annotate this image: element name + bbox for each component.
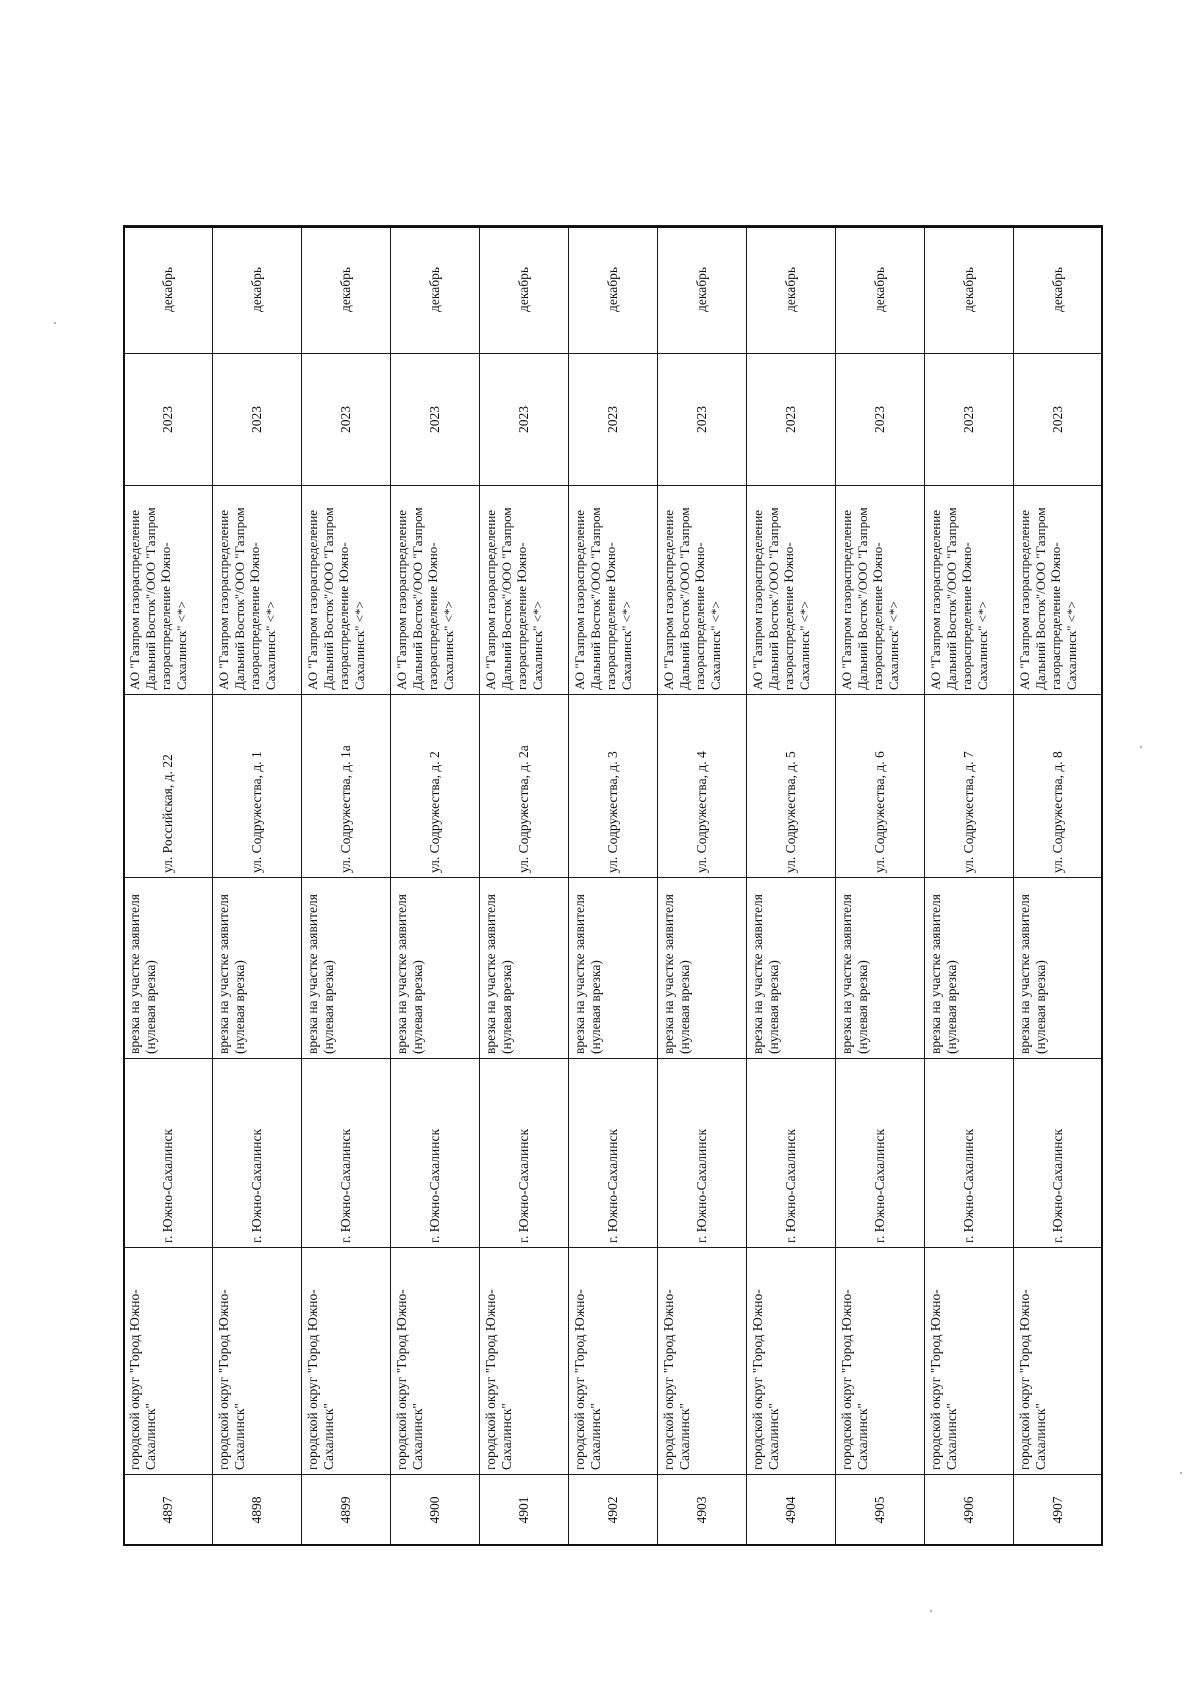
address-cell: ул. Содружества, д. 8: [1014, 695, 1103, 878]
owner-organization-cell: АО "Газпром газораспределение Дальний Восток"/ООО "Газпром газораспределение Южно-Сахалинск" <*>: [302, 486, 391, 695]
month-cell: декабрь: [658, 226, 747, 354]
connection-type-cell: врезка на участке заявителя (нулевая врезка): [124, 878, 213, 1059]
address-cell: ул. Содружества, д. 3: [569, 695, 658, 878]
year-cell: 2023: [1014, 354, 1103, 486]
city-cell: г. Южно-Сахалинск: [302, 1059, 391, 1248]
month-cell: декабрь: [836, 226, 925, 354]
table-row: [302, 226, 391, 1546]
scan-speck: [54, 322, 56, 324]
city-cell: г. Южно-Сахалинск: [391, 1059, 480, 1248]
address-cell: ул. Российская, д. 22: [124, 695, 213, 878]
row-number: 4905: [836, 1475, 925, 1546]
city-cell: г. Южно-Сахалинск: [658, 1059, 747, 1248]
district-cell: городской округ "Город Южно-Сахалинск": [213, 1248, 302, 1475]
owner-organization-cell: АО "Газпром газораспределение Дальний Восток"/ООО "Газпром газораспределение Южно-Сахалинск" <*>: [836, 486, 925, 695]
table-row: [836, 226, 925, 1546]
table-row: [747, 226, 836, 1546]
month-cell: декабрь: [569, 226, 658, 354]
table-row: [658, 226, 747, 1546]
scan-speck: [1180, 1472, 1182, 1474]
year-cell: 2023: [658, 354, 747, 486]
address-cell: ул. Содружества, д. 5: [747, 695, 836, 878]
rotated-table-container: [123, 226, 1103, 1546]
year-cell: 2023: [213, 354, 302, 486]
district-cell: городской округ "Город Южно-Сахалинск": [569, 1248, 658, 1475]
address-cell: ул. Содружества, д. 7: [925, 695, 1014, 878]
year-cell: 2023: [302, 354, 391, 486]
city-cell: г. Южно-Сахалинск: [1014, 1059, 1103, 1248]
city-cell: г. Южно-Сахалинск: [480, 1059, 569, 1248]
year-cell: 2023: [569, 354, 658, 486]
owner-organization-cell: АО "Газпром газораспределение Дальний Восток"/ООО "Газпром газораспределение Южно-Сахалинск" <*>: [480, 486, 569, 695]
connection-type-cell: врезка на участке заявителя (нулевая врезка): [569, 878, 658, 1059]
row-number: 4902: [569, 1475, 658, 1546]
address-cell: ул. Содружества, д. 1: [213, 695, 302, 878]
scan-speck: [1140, 746, 1142, 748]
month-cell: декабрь: [124, 226, 213, 354]
city-cell: г. Южно-Сахалинск: [569, 1059, 658, 1248]
owner-organization-cell: АО "Газпром газораспределение Дальний Восток"/ООО "Газпром газораспределение Южно-Сахалинск" <*>: [658, 486, 747, 695]
table-row: [569, 226, 658, 1546]
city-cell: г. Южно-Сахалинск: [124, 1059, 213, 1248]
gas-connection-register-table: [123, 225, 1103, 1546]
connection-type-cell: врезка на участке заявителя (нулевая врезка): [213, 878, 302, 1059]
month-cell: декабрь: [1014, 226, 1103, 354]
address-cell: ул. Содружества, д. 1а: [302, 695, 391, 878]
row-number: 4907: [1014, 1475, 1103, 1546]
connection-type-cell: врезка на участке заявителя (нулевая врезка): [480, 878, 569, 1059]
row-number: 4901: [480, 1475, 569, 1546]
connection-type-cell: врезка на участке заявителя (нулевая врезка): [836, 878, 925, 1059]
year-cell: 2023: [391, 354, 480, 486]
scan-speck: [930, 1610, 932, 1612]
owner-organization-cell: АО "Газпром газораспределение Дальний Восток"/ООО "Газпром газораспределение Южно-Сахалинск" <*>: [925, 486, 1014, 695]
row-number: 4904: [747, 1475, 836, 1546]
row-number: 4900: [391, 1475, 480, 1546]
table-row: [213, 226, 302, 1546]
year-cell: 2023: [925, 354, 1014, 486]
district-cell: городской округ "Город Южно-Сахалинск": [747, 1248, 836, 1475]
district-cell: городской округ "Город Южно-Сахалинск": [480, 1248, 569, 1475]
owner-organization-cell: АО "Газпром газораспределение Дальний Восток"/ООО "Газпром газораспределение Южно-Сахалинск" <*>: [569, 486, 658, 695]
address-cell: ул. Содружества, д. 2а: [480, 695, 569, 878]
address-cell: ул. Содружества, д. 6: [836, 695, 925, 878]
address-cell: ул. Содружества, д. 4: [658, 695, 747, 878]
district-cell: городской округ "Город Южно-Сахалинск": [124, 1248, 213, 1475]
district-cell: городской округ "Город Южно-Сахалинск": [302, 1248, 391, 1475]
table-body: [124, 226, 1103, 1546]
owner-organization-cell: АО "Газпром газораспределение Дальний Восток"/ООО "Газпром газораспределение Южно-Сахалинск" <*>: [213, 486, 302, 695]
connection-type-cell: врезка на участке заявителя (нулевая врезка): [925, 878, 1014, 1059]
table-row: [124, 226, 213, 1546]
district-cell: городской округ "Город Южно-Сахалинск": [925, 1248, 1014, 1475]
district-cell: городской округ "Город Южно-Сахалинск": [836, 1248, 925, 1475]
year-cell: 2023: [836, 354, 925, 486]
year-cell: 2023: [747, 354, 836, 486]
connection-type-cell: врезка на участке заявителя (нулевая врезка): [658, 878, 747, 1059]
district-cell: городской округ "Город Южно-Сахалинск": [658, 1248, 747, 1475]
row-number: 4906: [925, 1475, 1014, 1546]
table-row: [391, 226, 480, 1546]
owner-organization-cell: АО "Газпром газораспределение Дальний Восток"/ООО "Газпром газораспределение Южно-Сахалинск" <*>: [391, 486, 480, 695]
address-cell: ул. Содружества, д. 2: [391, 695, 480, 878]
table-row: [925, 226, 1014, 1546]
owner-organization-cell: АО "Газпром газораспределение Дальний Восток"/ООО "Газпром газораспределение Южно-Сахалинск" <*>: [124, 486, 213, 695]
row-number: 4897: [124, 1475, 213, 1546]
city-cell: г. Южно-Сахалинск: [836, 1059, 925, 1248]
owner-organization-cell: АО "Газпром газораспределение Дальний Восток"/ООО "Газпром газораспределение Южно-Сахалинск" <*>: [747, 486, 836, 695]
month-cell: декабрь: [213, 226, 302, 354]
connection-type-cell: врезка на участке заявителя (нулевая врезка): [1014, 878, 1103, 1059]
year-cell: 2023: [124, 354, 213, 486]
row-number: 4899: [302, 1475, 391, 1546]
month-cell: декабрь: [480, 226, 569, 354]
row-number: 4903: [658, 1475, 747, 1546]
year-cell: 2023: [480, 354, 569, 486]
city-cell: г. Южно-Сахалинск: [747, 1059, 836, 1248]
month-cell: декабрь: [302, 226, 391, 354]
month-cell: декабрь: [747, 226, 836, 354]
district-cell: городской округ "Город Южно-Сахалинск": [1014, 1248, 1103, 1475]
table-row: [480, 226, 569, 1546]
month-cell: декабрь: [391, 226, 480, 354]
connection-type-cell: врезка на участке заявителя (нулевая врезка): [302, 878, 391, 1059]
month-cell: декабрь: [925, 226, 1014, 354]
city-cell: г. Южно-Сахалинск: [925, 1059, 1014, 1248]
district-cell: городской округ "Город Южно-Сахалинск": [391, 1248, 480, 1475]
row-number: 4898: [213, 1475, 302, 1546]
connection-type-cell: врезка на участке заявителя (нулевая врезка): [747, 878, 836, 1059]
city-cell: г. Южно-Сахалинск: [213, 1059, 302, 1248]
owner-organization-cell: АО "Газпром газораспределение Дальний Восток"/ООО "Газпром газораспределение Южно-Сахалинск" <*>: [1014, 486, 1103, 695]
connection-type-cell: врезка на участке заявителя (нулевая врезка): [391, 878, 480, 1059]
table-row: [1014, 226, 1103, 1546]
